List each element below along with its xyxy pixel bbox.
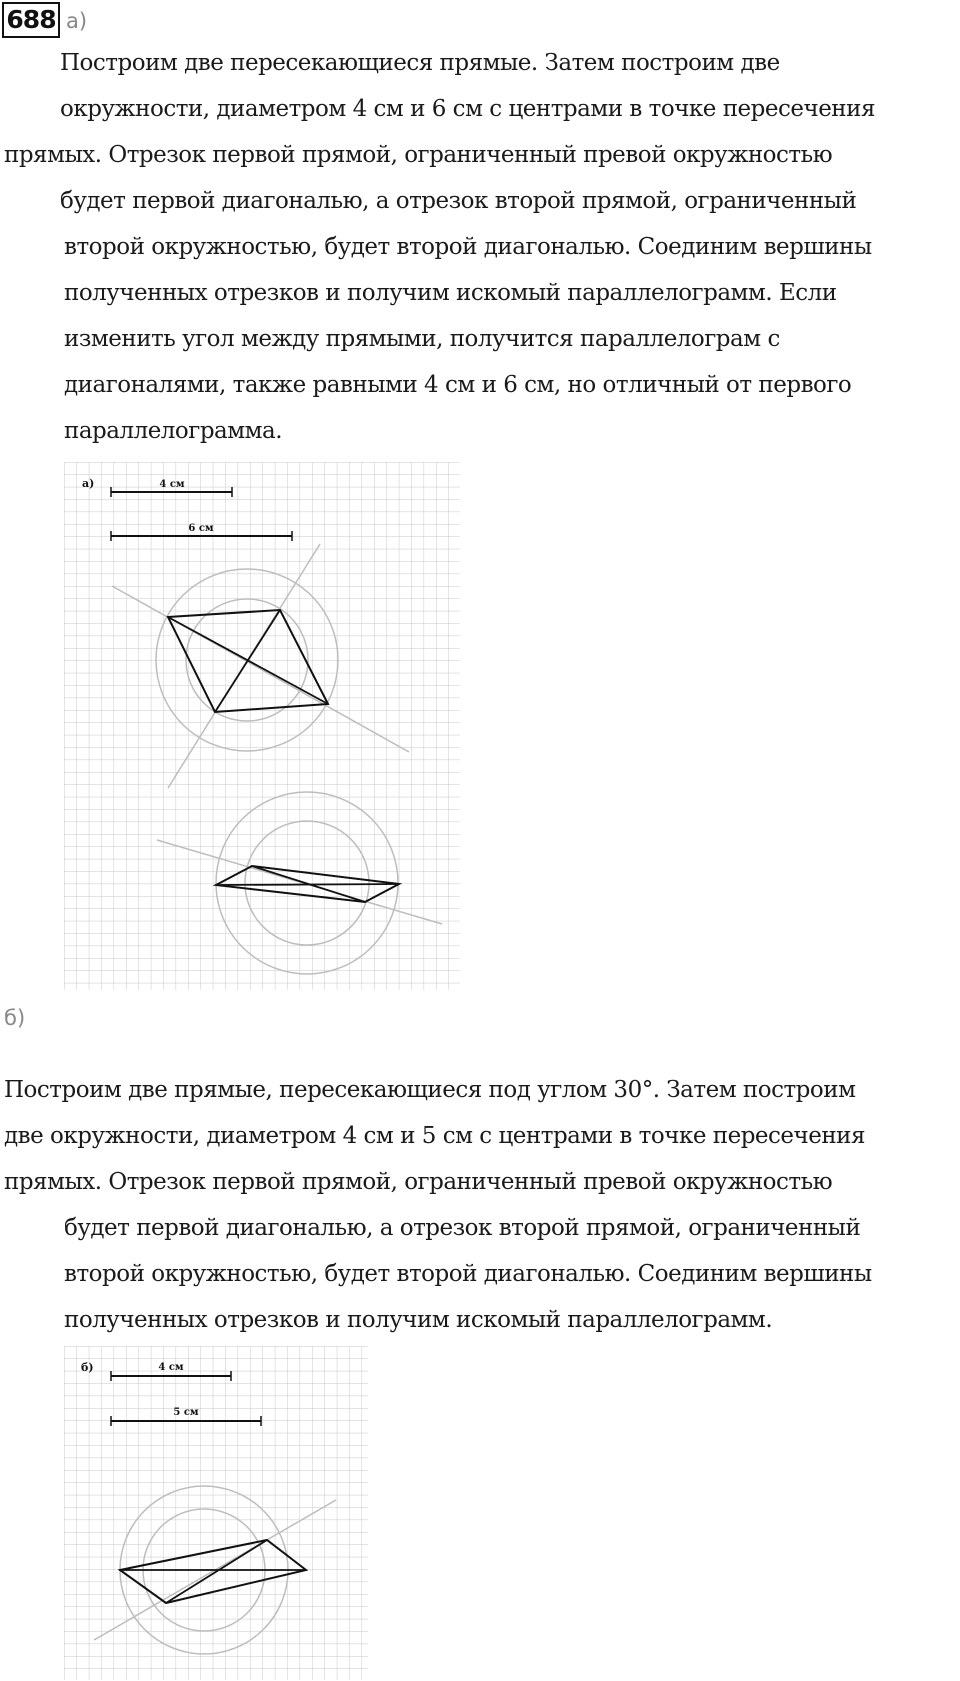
scale-label-4cm: 4 см xyxy=(159,479,185,490)
text-line: будет первой диагональю, а отрезок второй прямой, ограниченный xyxy=(60,188,857,214)
grid xyxy=(64,462,460,990)
text-line: Построим две пересекающиеся прямые. Затем построим две xyxy=(60,50,780,76)
figure-b-label: б) xyxy=(81,1361,94,1374)
figure-a xyxy=(64,462,460,990)
scale-label-4cm: 4 см xyxy=(158,1362,184,1373)
text-line: диагоналями, также равными 4 см и 6 см, но отличный от первого xyxy=(64,372,852,398)
figure-a-label: а) xyxy=(82,477,95,490)
text-line: изменить угол между прямыми, получится параллелограм с xyxy=(64,326,780,352)
text-line: две окружности, диаметром 4 см и 5 см с центрами в точке пересечения xyxy=(4,1123,866,1149)
scale-label-5cm: 5 см xyxy=(173,1407,199,1418)
text-line: окружности, диаметром 4 см и 6 см с центрами в точке пересечения xyxy=(60,96,875,122)
text-line: Построим две прямые, пересекающиеся под углом 30°. Затем построим xyxy=(4,1077,856,1103)
part-a-label: а) xyxy=(66,9,88,33)
text-line: второй окружностью, будет второй диагональю. Соединим вершины xyxy=(64,1261,872,1287)
text-line: полученных отрезков и получим искомый параллелограмм. Если xyxy=(64,280,837,306)
text-line: параллелограмма. xyxy=(64,418,283,444)
text-line: будет первой диагональю, а отрезок второй прямой, ограниченный xyxy=(64,1215,861,1241)
text-line: прямых. Отрезок первой прямой, ограниченный превой окружностью xyxy=(4,1169,833,1195)
text-line: прямых. Отрезок первой прямой, ограниченный превой окружностью xyxy=(4,142,833,168)
scale-label-6cm: 6 см xyxy=(188,523,214,534)
text-line: полученных отрезков и получим искомый параллелограмм. xyxy=(64,1307,773,1333)
part-b-label: б) xyxy=(4,1006,26,1030)
problem-number: 688 xyxy=(2,2,60,38)
text-line: второй окружностью, будет второй диагональю. Соединим вершины xyxy=(64,234,872,260)
diagonal xyxy=(216,884,399,885)
figure-b xyxy=(64,1346,368,1680)
